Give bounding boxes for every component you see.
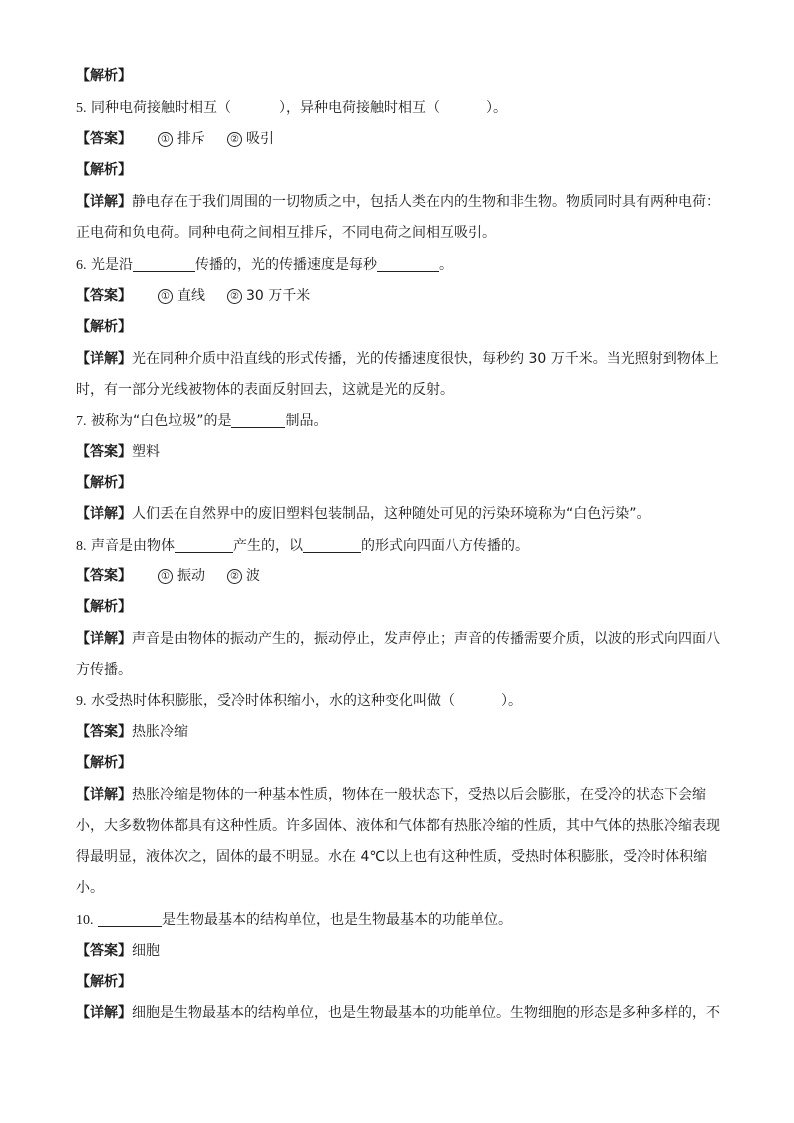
detail-9-line-4: 小。 — [76, 880, 104, 896]
detail-10-line-1: 【详解】细胞是生物最基本的结构单位，也是生物最基本的功能单位。生物细胞的形态是多种多样的，不 — [76, 1005, 720, 1021]
marker-1: ① — [158, 289, 173, 304]
detail-5-line-1: 【详解】静电存在于我们周围的一切物质之中，包括人类在内的生物和非生物。物质同时具有两种电荷： — [76, 194, 720, 210]
blank — [377, 257, 439, 272]
marker-2: ② — [227, 569, 242, 584]
answer-7: 【答案】塑料 — [76, 444, 160, 460]
answer-5: 【答案】 ① 排斥 ② 吸引 — [76, 131, 274, 147]
blank — [231, 413, 285, 428]
question-8: 8. 声音是由物体 产生的，以 的形式向四面八方传播的。 — [76, 538, 529, 554]
detail-6-line-1: 【详解】光在同种介质中沿直线的形式传播，光的传播速度很快，每秒约 30 万千米。当光照射到物体上 — [76, 351, 719, 367]
analysis-label: 【解析】 — [76, 755, 132, 771]
detail-9-line-3: 得最明显，液体次之，固体的最不明显。水在 4℃以上也有这种性质，受热时体积膨胀，受冷时体积缩 — [76, 849, 708, 865]
answer-6: 【答案】 ① 直线 ② 30 万千米 — [76, 288, 311, 304]
blank — [133, 257, 195, 272]
detail-8-line-1: 【详解】声音是由物体的振动产生的，振动停止，发声停止；声音的传播需要介质，以波的形式向四面八 — [76, 631, 720, 647]
question-6: 6. 光是沿 传播的，光的传播速度是每秒 。 — [76, 257, 453, 273]
blank — [303, 538, 361, 553]
detail-8-line-2: 方传播。 — [76, 662, 132, 678]
blank — [175, 538, 233, 553]
answer-8: 【答案】 ① 振动 ② 波 — [76, 568, 260, 584]
analysis-label: 【解析】 — [76, 974, 132, 990]
detail-9-line-1: 【详解】热胀冷缩是物体的一种基本性质，物体在一般状态下，受热以后会膨胀，在受冷的状态下会缩 — [76, 787, 706, 803]
detail-9-line-2: 小，大多数物体都具有这种性质。许多固体、液体和气体都有热胀冷缩的性质，其中气体的热胀冷缩表现 — [76, 818, 720, 834]
question-7: 7. 被称为“白色垃圾”的是 制品。 — [76, 413, 328, 429]
question-9: 9. 水受热时体积膨胀，受冷时体积缩小，水的这种变化叫做（ ）。 — [76, 693, 522, 709]
answer-9: 【答案】热胀冷缩 — [76, 724, 188, 740]
marker-1: ① — [158, 569, 173, 584]
marker-2: ② — [227, 289, 242, 304]
detail-7-line-1: 【详解】人们丢在自然界中的废旧塑料包装制品，这种随处可见的污染环境称为“白色污染”。 — [76, 506, 651, 522]
question-10: 10. 是生物最基本的结构单位，也是生物最基本的功能单位。 — [76, 912, 512, 928]
analysis-label: 【解析】 — [76, 162, 132, 178]
blank — [98, 912, 162, 927]
analysis-label: 【解析】 — [76, 475, 132, 491]
question-5: 5. 同种电荷接触时相互（ ），异种电荷接触时相互（ ）。 — [76, 100, 507, 116]
answer-10: 【答案】细胞 — [76, 943, 160, 959]
marker-1: ① — [158, 132, 173, 147]
detail-6-line-2: 时，有一部分光线被物体的表面反射回去，这就是光的反射。 — [76, 382, 454, 398]
analysis-label: 【解析】 — [76, 68, 132, 84]
analysis-label: 【解析】 — [76, 319, 132, 335]
detail-5-line-2: 正电荷和负电荷。同种电荷之间相互排斥，不同电荷之间相互吸引。 — [76, 225, 496, 241]
analysis-label: 【解析】 — [76, 599, 132, 615]
marker-2: ② — [227, 132, 242, 147]
